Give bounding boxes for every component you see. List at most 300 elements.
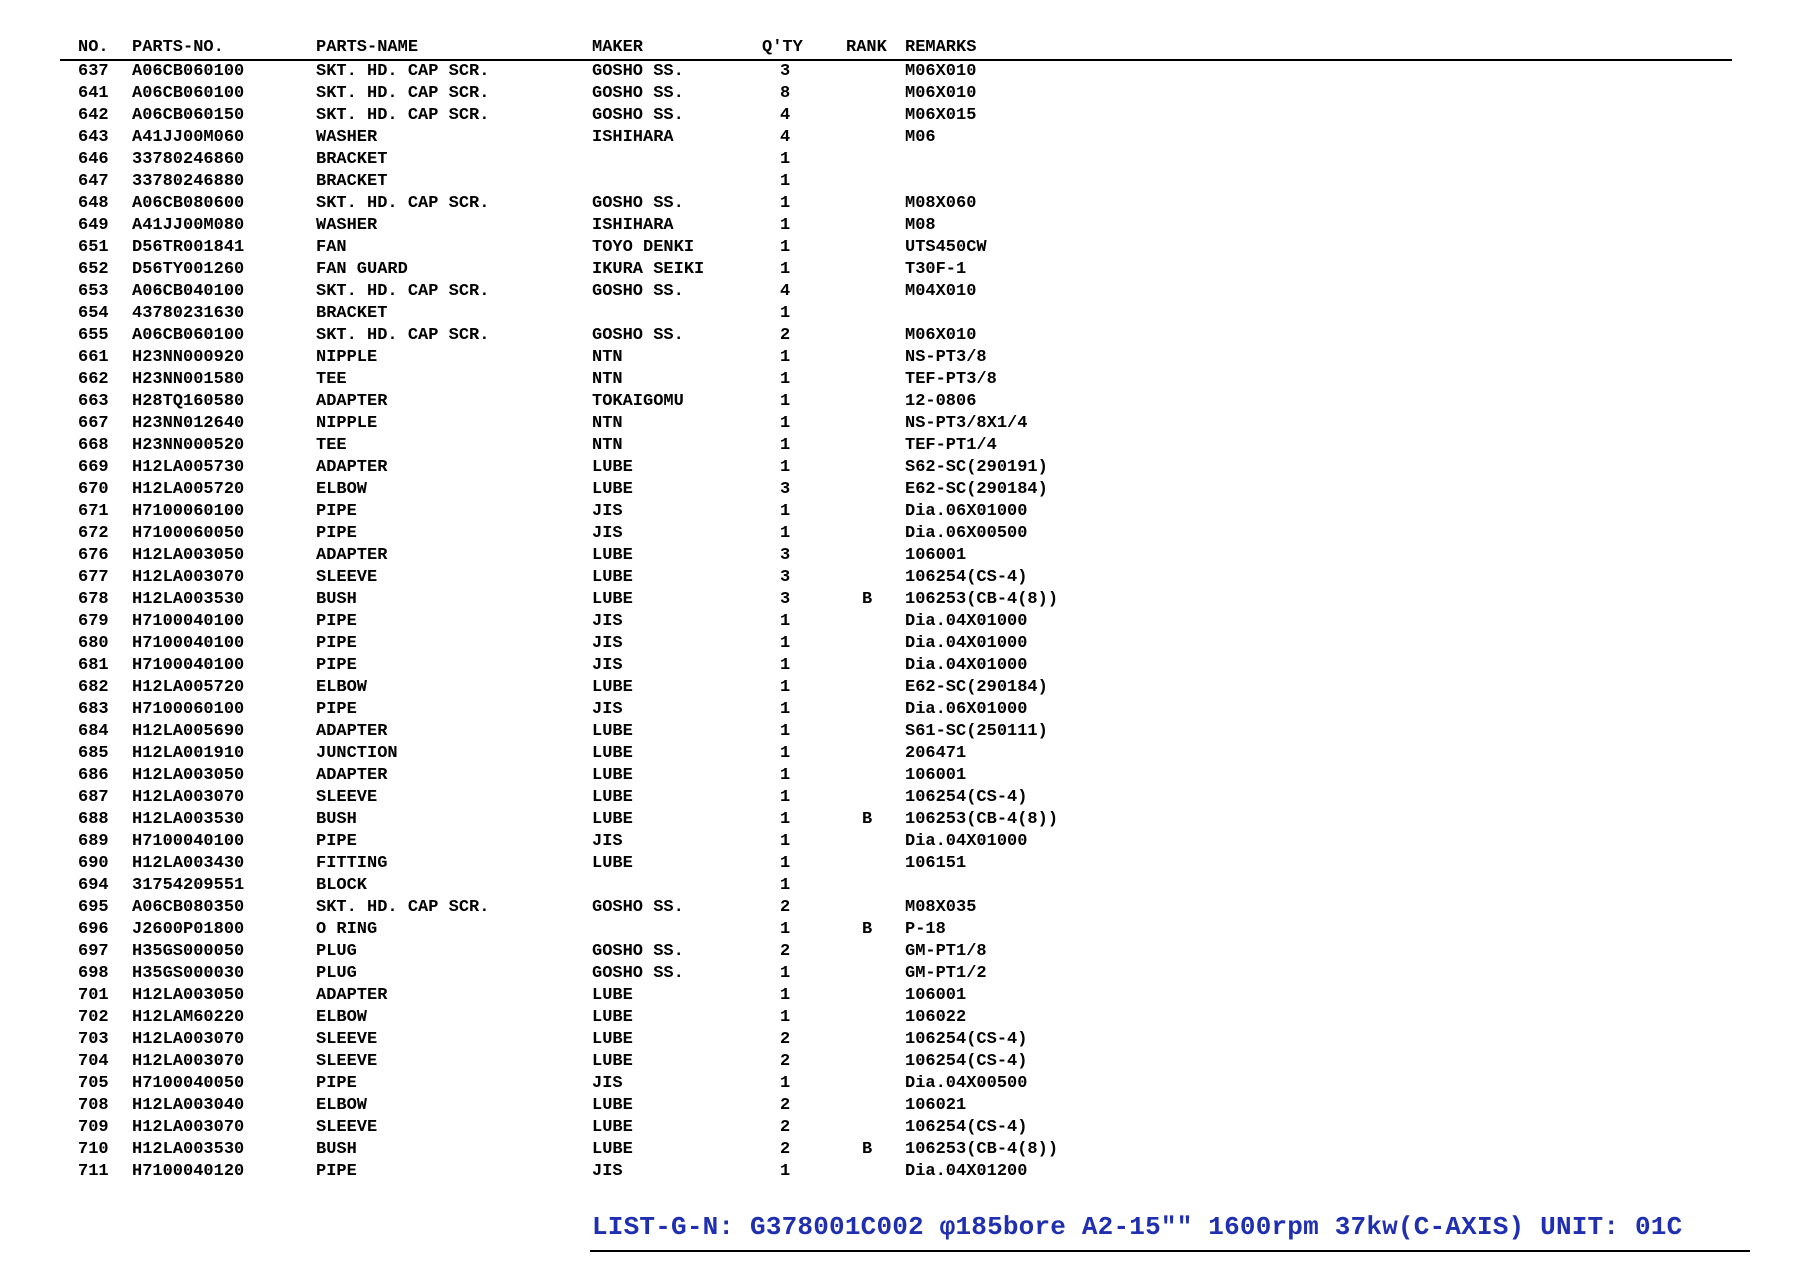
table-row: [0, 963, 1800, 985]
table-row: [0, 303, 1800, 325]
table-row: [0, 1095, 1800, 1117]
cell-parts-name: PIPE: [316, 612, 357, 631]
cell-no: 705: [78, 1074, 109, 1093]
cell-qty: 1: [780, 986, 791, 1005]
cell-parts-no: H7100040100: [132, 656, 245, 675]
cell-remarks: 106253(CB-4(8)): [905, 1140, 1059, 1159]
cell-qty: 1: [780, 502, 791, 521]
cell-parts-name: PIPE: [316, 700, 357, 719]
cell-qty: 1: [780, 172, 791, 191]
cell-qty: 3: [780, 546, 791, 565]
cell-parts-name: ADAPTER: [316, 766, 388, 785]
cell-qty: 1: [780, 1162, 791, 1181]
cell-remarks: Dia.04X01000: [905, 832, 1028, 851]
cell-parts-name: SLEEVE: [316, 1052, 378, 1071]
cell-qty: 1: [780, 678, 791, 697]
cell-parts-name: ELBOW: [316, 1096, 368, 1115]
header-maker: MAKER: [592, 38, 644, 57]
table-row: [0, 61, 1800, 83]
cell-parts-no: H12LA005690: [132, 722, 245, 741]
cell-parts-no: H23NN000520: [132, 436, 245, 455]
cell-no: 652: [78, 260, 109, 279]
cell-qty: 4: [780, 106, 791, 125]
cell-qty: 1: [780, 810, 791, 829]
cell-parts-name: PLUG: [316, 942, 357, 961]
cell-no: 679: [78, 612, 109, 631]
parts-table-body: [0, 61, 1800, 1183]
cell-qty: 1: [780, 216, 791, 235]
cell-parts-name: SKT. HD. CAP SCR.: [316, 62, 490, 81]
cell-remarks: M06X010: [905, 326, 977, 345]
cell-qty: 1: [780, 788, 791, 807]
cell-remarks: Dia.06X00500: [905, 524, 1028, 543]
cell-maker: LUBE: [592, 1052, 633, 1071]
cell-qty: 1: [780, 854, 791, 873]
cell-no: 686: [78, 766, 109, 785]
table-row: [0, 875, 1800, 897]
cell-maker: JIS: [592, 1162, 623, 1181]
table-row: [0, 215, 1800, 237]
cell-maker: GOSHO SS.: [592, 898, 684, 917]
table-row: [0, 501, 1800, 523]
table-row: [0, 699, 1800, 721]
table-header: [0, 37, 1800, 59]
cell-maker: NTN: [592, 348, 623, 367]
cell-maker: ISHIHARA: [592, 216, 674, 235]
cell-parts-no: A06CB060100: [132, 326, 245, 345]
cell-remarks: Dia.04X01200: [905, 1162, 1028, 1181]
cell-parts-name: ELBOW: [316, 480, 368, 499]
cell-parts-no: H12LA003050: [132, 986, 245, 1005]
cell-qty: 1: [780, 634, 791, 653]
cell-parts-name: WASHER: [316, 128, 378, 147]
cell-maker: LUBE: [592, 458, 633, 477]
cell-remarks: S62-SC(290191): [905, 458, 1048, 477]
cell-no: 688: [78, 810, 109, 829]
cell-no: 643: [78, 128, 109, 147]
cell-qty: 1: [780, 656, 791, 675]
cell-parts-name: PIPE: [316, 1074, 357, 1093]
header-parts-name: PARTS-NAME: [316, 38, 419, 57]
cell-maker: LUBE: [592, 986, 633, 1005]
cell-qty: 1: [780, 304, 791, 323]
cell-remarks: Dia.04X01000: [905, 634, 1028, 653]
cell-remarks: E62-SC(290184): [905, 480, 1048, 499]
cell-remarks: NS-PT3/8: [905, 348, 987, 367]
cell-no: 654: [78, 304, 109, 323]
cell-parts-no: A06CB060100: [132, 62, 245, 81]
cell-maker: JIS: [592, 612, 623, 631]
cell-qty: 1: [780, 722, 791, 741]
cell-remarks: 106001: [905, 986, 967, 1005]
cell-no: 672: [78, 524, 109, 543]
cell-maker: LUBE: [592, 590, 633, 609]
cell-parts-no: H28TQ160580: [132, 392, 245, 411]
table-row: [0, 655, 1800, 677]
cell-maker: LUBE: [592, 678, 633, 697]
cell-qty: 4: [780, 128, 791, 147]
cell-qty: 1: [780, 392, 791, 411]
cell-maker: ISHIHARA: [592, 128, 674, 147]
cell-qty: 1: [780, 1074, 791, 1093]
cell-remarks: 106022: [905, 1008, 967, 1027]
cell-parts-no: 43780231630: [132, 304, 245, 323]
cell-parts-name: JUNCTION: [316, 744, 398, 763]
cell-rank: B: [862, 1140, 873, 1159]
cell-no: 704: [78, 1052, 109, 1071]
table-row: [0, 743, 1800, 765]
cell-no: 685: [78, 744, 109, 763]
cell-parts-no: H7100040100: [132, 612, 245, 631]
cell-remarks: M06X015: [905, 106, 977, 125]
table-row: [0, 1007, 1800, 1029]
cell-remarks: 106253(CB-4(8)): [905, 590, 1059, 609]
cell-qty: 1: [780, 260, 791, 279]
cell-parts-name: WASHER: [316, 216, 378, 235]
header-qty: Q'TY: [762, 38, 803, 57]
table-row: [0, 413, 1800, 435]
cell-parts-name: PIPE: [316, 634, 357, 653]
cell-parts-name: ELBOW: [316, 1008, 368, 1027]
cell-parts-no: H23NN012640: [132, 414, 245, 433]
cell-maker: JIS: [592, 700, 623, 719]
cell-qty: 1: [780, 194, 791, 213]
cell-no: 655: [78, 326, 109, 345]
cell-remarks: Dia.04X01000: [905, 612, 1028, 631]
cell-parts-no: H12LA005730: [132, 458, 245, 477]
cell-remarks: 206471: [905, 744, 967, 763]
cell-qty: 1: [780, 150, 791, 169]
cell-remarks: T30F-1: [905, 260, 967, 279]
header-parts-no: PARTS-NO.: [132, 38, 224, 57]
cell-parts-no: A06CB060100: [132, 84, 245, 103]
cell-no: 678: [78, 590, 109, 609]
cell-no: 694: [78, 876, 109, 895]
table-row: [0, 677, 1800, 699]
cell-no: 698: [78, 964, 109, 983]
cell-maker: LUBE: [592, 1140, 633, 1159]
cell-parts-no: H7100060100: [132, 502, 245, 521]
cell-no: 683: [78, 700, 109, 719]
cell-qty: 3: [780, 590, 791, 609]
cell-parts-name: SKT. HD. CAP SCR.: [316, 84, 490, 103]
cell-remarks: M04X010: [905, 282, 977, 301]
cell-parts-no: H12LA003530: [132, 590, 245, 609]
cell-remarks: S61-SC(250111): [905, 722, 1048, 741]
table-row: [0, 259, 1800, 281]
cell-no: 667: [78, 414, 109, 433]
cell-maker: TOYO DENKI: [592, 238, 695, 257]
cell-qty: 2: [780, 1096, 791, 1115]
cell-qty: 1: [780, 876, 791, 895]
cell-remarks: M06: [905, 128, 936, 147]
cell-parts-no: A41JJ00M060: [132, 128, 245, 147]
cell-parts-no: H12LA003070: [132, 1052, 245, 1071]
table-row: [0, 787, 1800, 809]
cell-parts-name: PIPE: [316, 524, 357, 543]
table-row: [0, 809, 1800, 831]
cell-remarks: Dia.06X01000: [905, 700, 1028, 719]
cell-qty: 4: [780, 282, 791, 301]
cell-remarks: TEF-PT1/4: [905, 436, 997, 455]
list-footer-title: LIST-G-N: G378001C002 φ185bore A2-15"" 1600rpm 37kw(C-AXIS) UNIT: 01C: [592, 1212, 1683, 1242]
cell-remarks: M06X010: [905, 84, 977, 103]
table-row: [0, 765, 1800, 787]
cell-no: 703: [78, 1030, 109, 1049]
cell-parts-no: H12LA003070: [132, 1118, 245, 1137]
cell-no: 682: [78, 678, 109, 697]
cell-maker: LUBE: [592, 854, 633, 873]
cell-remarks: Dia.04X00500: [905, 1074, 1028, 1093]
cell-no: 668: [78, 436, 109, 455]
cell-parts-no: H12LA003050: [132, 546, 245, 565]
cell-maker: LUBE: [592, 546, 633, 565]
cell-remarks: 106254(CS-4): [905, 788, 1028, 807]
cell-qty: 1: [780, 700, 791, 719]
cell-qty: 1: [780, 458, 791, 477]
cell-parts-name: ADAPTER: [316, 546, 388, 565]
cell-parts-name: BUSH: [316, 1140, 357, 1159]
cell-qty: 1: [780, 238, 791, 257]
cell-maker: LUBE: [592, 1030, 633, 1049]
table-row: [0, 1161, 1800, 1183]
cell-maker: GOSHO SS.: [592, 326, 684, 345]
cell-remarks: E62-SC(290184): [905, 678, 1048, 697]
cell-maker: GOSHO SS.: [592, 282, 684, 301]
table-row: [0, 435, 1800, 457]
cell-parts-no: H12LA005720: [132, 678, 245, 697]
table-row: [0, 919, 1800, 941]
cell-parts-name: BRACKET: [316, 304, 388, 323]
table-row: [0, 105, 1800, 127]
table-row: [0, 149, 1800, 171]
table-row: [0, 853, 1800, 875]
cell-parts-name: O RING: [316, 920, 378, 939]
cell-parts-name: SLEEVE: [316, 788, 378, 807]
cell-remarks: 106001: [905, 766, 967, 785]
cell-qty: 2: [780, 1052, 791, 1071]
table-row: [0, 633, 1800, 655]
table-row: [0, 611, 1800, 633]
cell-remarks: 106254(CS-4): [905, 1030, 1028, 1049]
cell-no: 684: [78, 722, 109, 741]
cell-no: 710: [78, 1140, 109, 1159]
cell-parts-no: H12LA001910: [132, 744, 245, 763]
cell-parts-name: PIPE: [316, 656, 357, 675]
cell-no: 648: [78, 194, 109, 213]
cell-remarks: 106254(CS-4): [905, 1052, 1028, 1071]
cell-parts-no: H12LAM60220: [132, 1008, 245, 1027]
cell-parts-name: FAN: [316, 238, 347, 257]
cell-maker: LUBE: [592, 1008, 633, 1027]
cell-rank: B: [862, 810, 873, 829]
cell-no: 651: [78, 238, 109, 257]
cell-remarks: M06X010: [905, 62, 977, 81]
cell-maker: GOSHO SS.: [592, 942, 684, 961]
cell-no: 670: [78, 480, 109, 499]
cell-no: 646: [78, 150, 109, 169]
cell-maker: GOSHO SS.: [592, 194, 684, 213]
cell-parts-no: H12LA003050: [132, 766, 245, 785]
cell-maker: LUBE: [592, 722, 633, 741]
cell-parts-no: H7100040120: [132, 1162, 245, 1181]
cell-maker: GOSHO SS.: [592, 106, 684, 125]
cell-parts-name: BRACKET: [316, 172, 388, 191]
table-row: [0, 127, 1800, 149]
header-remarks: REMARKS: [905, 38, 977, 57]
cell-parts-no: A41JJ00M080: [132, 216, 245, 235]
cell-parts-name: SKT. HD. CAP SCR.: [316, 326, 490, 345]
cell-rank: B: [862, 920, 873, 939]
cell-parts-no: H12LA005720: [132, 480, 245, 499]
table-row: [0, 83, 1800, 105]
cell-no: 671: [78, 502, 109, 521]
table-row: [0, 523, 1800, 545]
cell-maker: JIS: [592, 502, 623, 521]
cell-parts-no: H12LA003070: [132, 788, 245, 807]
cell-parts-name: BUSH: [316, 810, 357, 829]
cell-qty: 1: [780, 348, 791, 367]
cell-parts-no: H7100040050: [132, 1074, 245, 1093]
cell-qty: 1: [780, 964, 791, 983]
cell-parts-no: D56TY001260: [132, 260, 245, 279]
cell-remarks: 12-0806: [905, 392, 977, 411]
cell-maker: LUBE: [592, 480, 633, 499]
cell-no: 709: [78, 1118, 109, 1137]
cell-maker: LUBE: [592, 1096, 633, 1115]
cell-remarks: Dia.06X01000: [905, 502, 1028, 521]
cell-remarks: 106001: [905, 546, 967, 565]
cell-qty: 1: [780, 370, 791, 389]
cell-remarks: GM-PT1/8: [905, 942, 987, 961]
cell-no: 677: [78, 568, 109, 587]
cell-no: 680: [78, 634, 109, 653]
cell-parts-name: TEE: [316, 436, 347, 455]
cell-no: 662: [78, 370, 109, 389]
cell-no: 697: [78, 942, 109, 961]
cell-parts-name: SKT. HD. CAP SCR.: [316, 282, 490, 301]
table-row: [0, 567, 1800, 589]
cell-no: 711: [78, 1162, 109, 1181]
cell-maker: NTN: [592, 436, 623, 455]
cell-parts-name: SKT. HD. CAP SCR.: [316, 898, 490, 917]
cell-qty: 1: [780, 766, 791, 785]
cell-maker: IKURA SEIKI: [592, 260, 705, 279]
cell-qty: 2: [780, 1030, 791, 1049]
cell-parts-name: SLEEVE: [316, 1118, 378, 1137]
cell-maker: JIS: [592, 1074, 623, 1093]
cell-parts-name: PIPE: [316, 1162, 357, 1181]
cell-qty: 1: [780, 1008, 791, 1027]
cell-parts-no: A06CB080350: [132, 898, 245, 917]
cell-parts-name: BUSH: [316, 590, 357, 609]
cell-maker: JIS: [592, 524, 623, 543]
cell-remarks: 106253(CB-4(8)): [905, 810, 1059, 829]
cell-parts-name: FAN GUARD: [316, 260, 408, 279]
cell-qty: 3: [780, 568, 791, 587]
cell-parts-no: H7100040100: [132, 634, 245, 653]
cell-parts-name: ELBOW: [316, 678, 368, 697]
cell-no: 647: [78, 172, 109, 191]
cell-parts-no: H7100060050: [132, 524, 245, 543]
table-row: [0, 831, 1800, 853]
cell-no: 681: [78, 656, 109, 675]
cell-parts-no: 33780246860: [132, 150, 245, 169]
cell-parts-no: H7100040100: [132, 832, 245, 851]
cell-maker: LUBE: [592, 568, 633, 587]
cell-parts-no: H35GS000030: [132, 964, 245, 983]
cell-remarks: NS-PT3/8X1/4: [905, 414, 1028, 433]
cell-no: 649: [78, 216, 109, 235]
cell-no: 708: [78, 1096, 109, 1115]
cell-parts-name: SLEEVE: [316, 1030, 378, 1049]
cell-parts-name: FITTING: [316, 854, 388, 873]
table-row: [0, 545, 1800, 567]
cell-remarks: TEF-PT3/8: [905, 370, 997, 389]
cell-parts-no: H35GS000050: [132, 942, 245, 961]
cell-no: 642: [78, 106, 109, 125]
cell-no: 661: [78, 348, 109, 367]
cell-parts-name: SKT. HD. CAP SCR.: [316, 106, 490, 125]
table-row: [0, 369, 1800, 391]
cell-qty: 2: [780, 326, 791, 345]
cell-parts-no: H12LA003530: [132, 1140, 245, 1159]
cell-remarks: M08X060: [905, 194, 977, 213]
cell-remarks: UTS450CW: [905, 238, 987, 257]
cell-no: 690: [78, 854, 109, 873]
cell-parts-no: 33780246880: [132, 172, 245, 191]
footer-divider: [590, 1250, 1750, 1252]
cell-parts-no: H7100060100: [132, 700, 245, 719]
cell-parts-name: NIPPLE: [316, 414, 378, 433]
cell-parts-no: H12LA003070: [132, 568, 245, 587]
cell-qty: 3: [780, 480, 791, 499]
cell-qty: 1: [780, 832, 791, 851]
cell-rank: B: [862, 590, 873, 609]
cell-parts-name: PIPE: [316, 832, 357, 851]
cell-qty: 2: [780, 898, 791, 917]
cell-no: 702: [78, 1008, 109, 1027]
cell-parts-no: H12LA003040: [132, 1096, 245, 1115]
cell-qty: 2: [780, 1118, 791, 1137]
cell-no: 676: [78, 546, 109, 565]
cell-remarks: Dia.04X01000: [905, 656, 1028, 675]
table-row: [0, 347, 1800, 369]
cell-parts-no: H12LA003530: [132, 810, 245, 829]
cell-remarks: 106021: [905, 1096, 967, 1115]
table-row: [0, 193, 1800, 215]
cell-parts-no: H12LA003430: [132, 854, 245, 873]
table-row: [0, 941, 1800, 963]
cell-parts-name: ADAPTER: [316, 722, 388, 741]
cell-parts-name: SLEEVE: [316, 568, 378, 587]
table-row: [0, 1117, 1800, 1139]
cell-qty: 1: [780, 744, 791, 763]
cell-remarks: 106254(CS-4): [905, 1118, 1028, 1137]
table-row: [0, 589, 1800, 611]
cell-no: 641: [78, 84, 109, 103]
cell-qty: 3: [780, 62, 791, 81]
cell-maker: LUBE: [592, 766, 633, 785]
cell-no: 637: [78, 62, 109, 81]
cell-remarks: 106254(CS-4): [905, 568, 1028, 587]
table-row: [0, 171, 1800, 193]
cell-parts-no: D56TR001841: [132, 238, 245, 257]
cell-qty: 1: [780, 524, 791, 543]
cell-maker: GOSHO SS.: [592, 62, 684, 81]
cell-no: 695: [78, 898, 109, 917]
cell-parts-name: ADAPTER: [316, 986, 388, 1005]
